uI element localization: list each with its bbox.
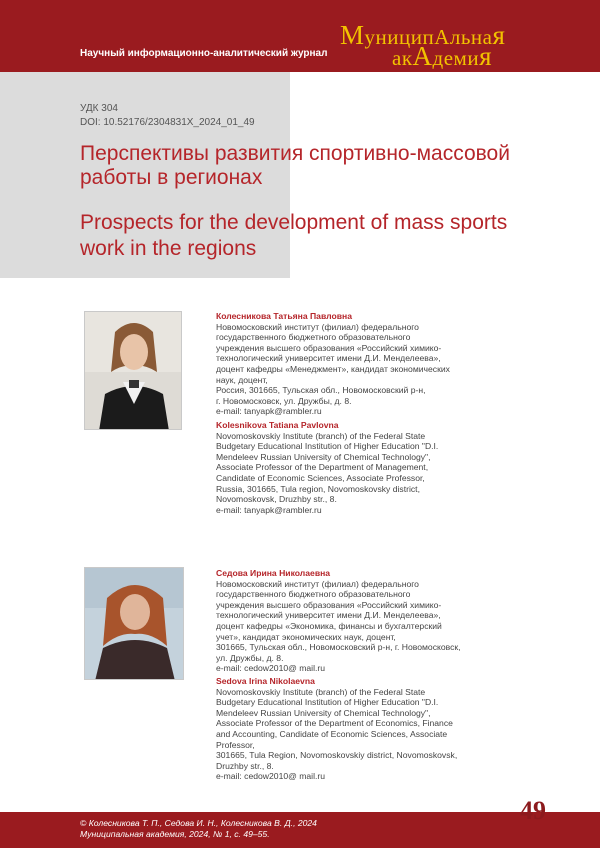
address-line: 301665, Тульская обл., Новомосковский р-н, г. Новомосковск, xyxy=(216,642,461,653)
udk-code: УДК 304 xyxy=(80,103,118,114)
author-1-ru xyxy=(216,311,546,417)
author-email[interactable]: e-mail: tanyapk@rambler.ru xyxy=(216,406,322,417)
author-2-ru xyxy=(216,568,546,674)
doi: DOI: 10.52176/2304831X_2024_01_49 xyxy=(80,117,255,128)
article-title-ru: Перспективы развития спортивно-массовой работы в регионах xyxy=(80,142,510,189)
affiliation-line: Mendeleev Russian University of Chemical Technology", xyxy=(216,451,431,462)
author-name: Колесникова Татьяна Павловна xyxy=(216,311,352,321)
affiliation-line: доцент кафедры «Экономика, финансы и бухгалтерский xyxy=(216,620,442,631)
author-name: Kolesnikova Tatiana Pavlovna xyxy=(216,420,339,430)
affiliation-line: Новомосковский институт (филиал) федерального xyxy=(216,578,419,589)
author-2-en xyxy=(216,676,546,782)
affiliation-line: учреждения высшего образования «Российский химико- xyxy=(216,342,442,353)
author-email[interactable]: e-mail: tanyapk@rambler.ru xyxy=(216,504,322,515)
author-photo-sedova xyxy=(84,567,184,680)
address-line: 301665, Tula Region, Novomoskovskiy district, Novomoskovsk, xyxy=(216,750,458,761)
affiliation-line: Novomoskovskiy Institute (branch) of the Federal State xyxy=(216,686,426,697)
author-photo-kolesnikova xyxy=(84,311,182,430)
copyright-notice xyxy=(80,818,317,840)
affiliation-line: Budgetary Educational Institution of Higher Education "D.I. xyxy=(216,441,439,452)
portrait-woman-icon xyxy=(85,568,184,680)
copyright-line: © Колесникова Т. П., Седова И. Н., Колесникова В. Д., 2024 xyxy=(80,818,317,828)
journal-subtitle: Научный информационно-аналитический журнал xyxy=(80,48,328,59)
logo-line-2: акАдемия xyxy=(392,41,492,71)
address-line: ул. Дружбы, д. 8. xyxy=(216,652,284,663)
author-name: Sedova Irina Nikolaevna xyxy=(216,676,315,686)
affiliation-line: Новомосковский институт (филиал) федерального xyxy=(216,321,419,332)
affiliation-line: учреждения высшего образования «Российский химико- xyxy=(216,599,442,610)
journal-logo xyxy=(340,16,530,71)
page-number: 49 xyxy=(520,796,546,825)
author-email[interactable]: e-mail: cedow2010@ mail.ru xyxy=(216,771,326,782)
affiliation-line: технологический университет имени Д.И. Менделеева», xyxy=(216,610,441,621)
affiliation-line: Candidate of Economic Sciences, Associate Professor, xyxy=(216,472,425,483)
affiliation-line: Novomoskovskiy Institute (branch) of the Federal State xyxy=(216,430,426,441)
address-line: Russia, 301665, Tula region, Novomoskovsky district, xyxy=(216,483,420,494)
affiliation-line: Associate Professor of the Department of Management, xyxy=(216,462,429,473)
affiliation-line: наук, доцент, xyxy=(216,374,268,385)
logo-line-1: МуниципАльная xyxy=(340,20,506,50)
affiliation-line: учет», кандидат экономических наук, доцент, xyxy=(216,631,396,642)
address-line: г. Новомосковск, ул. Дружбы, д. 8. xyxy=(216,395,352,406)
address-line: Novomoskovsk, Druzhby str., 8. xyxy=(216,494,337,505)
author-1-en xyxy=(216,420,546,515)
affiliation-line: Mendeleev Russian University of Chemical Technology", xyxy=(216,707,431,718)
address-line: Druzhby str., 8. xyxy=(216,760,274,771)
affiliation-line: доцент кафедры «Менеджмент», кандидат экономических xyxy=(216,363,450,374)
affiliation-line: Associate Professor of the Department of Economics, Finance xyxy=(216,718,453,729)
author-email[interactable]: e-mail: cedow2010@ mail.ru xyxy=(216,663,326,674)
article-title-en: Prospects for the development of mass sports work in the regions xyxy=(80,211,508,260)
address-line: Россия, 301665, Тульская обл., Новомосковский р-н, xyxy=(216,385,426,396)
citation-line: Муниципальная академия, 2024, № 1, с. 49–55. xyxy=(80,829,270,839)
affiliation-line: Budgetary Educational Institution of Higher Education "D.I. xyxy=(216,697,439,708)
affiliation-line: and Accounting, Candidate of Economic Sciences, Associate xyxy=(216,728,448,739)
affiliation-line: Professor, xyxy=(216,739,255,750)
author-name: Седова Ирина Николаевна xyxy=(216,568,331,578)
affiliation-line: государственного бюджетного образовательного xyxy=(216,589,411,600)
affiliation-line: государственного бюджетного образовательного xyxy=(216,332,411,343)
portrait-woman-icon xyxy=(85,312,182,430)
affiliation-line: технологический университет имени Д.И. Менделеева», xyxy=(216,353,441,364)
